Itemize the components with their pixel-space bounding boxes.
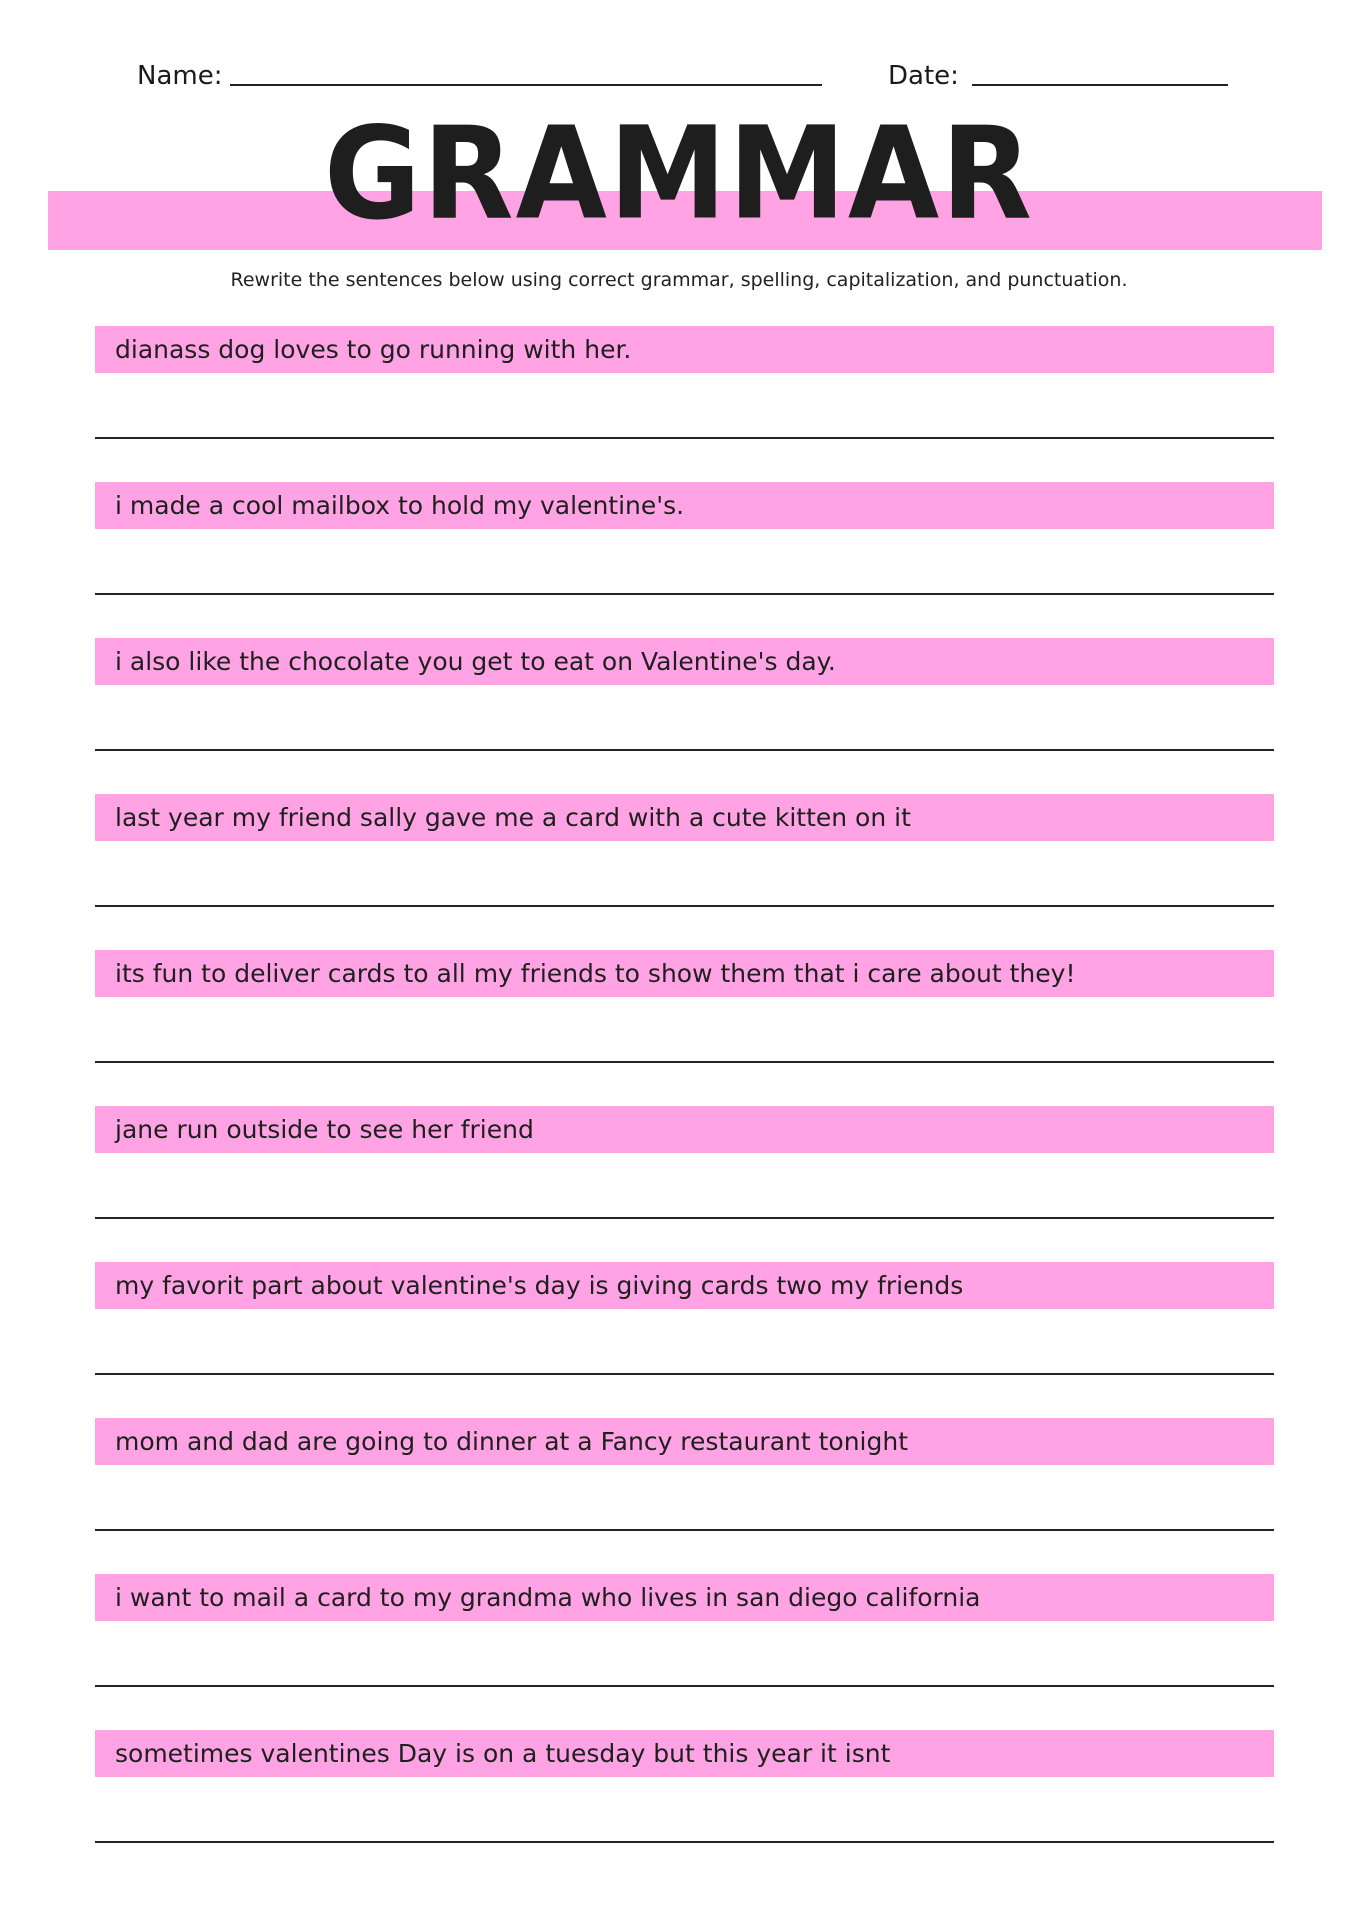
answer-line[interactable]: [95, 593, 1274, 595]
sentence-text: my favorit part about valentine's day is giving cards two my friends: [115, 1271, 964, 1300]
sentence-text: jane run outside to see her friend: [115, 1115, 534, 1144]
answer-line[interactable]: [95, 749, 1274, 751]
page-title: GRAMMAR: [323, 98, 1035, 248]
name-field[interactable]: [230, 84, 822, 86]
answer-line[interactable]: [95, 1217, 1274, 1219]
answer-line[interactable]: [95, 1685, 1274, 1687]
answer-line[interactable]: [95, 1529, 1274, 1531]
sentence-text: sometimes valentines Day is on a tuesday but this year it isnt: [115, 1739, 891, 1768]
answer-line[interactable]: [95, 1841, 1274, 1843]
answer-line[interactable]: [95, 905, 1274, 907]
sentence-text: mom and dad are going to dinner at a Fancy restaurant tonight: [115, 1427, 909, 1456]
instructions: Rewrite the sentences below using correct grammar, spelling, capitalization, and punctuation.: [230, 269, 1128, 291]
answer-line[interactable]: [95, 1061, 1274, 1063]
sentence-text: i also like the chocolate you get to eat on Valentine's day.: [115, 647, 836, 676]
sentence-text: dianass dog loves to go running with her.: [115, 335, 632, 364]
sentence-text: its fun to deliver cards to all my friends to show them that i care about they!: [115, 959, 1076, 988]
name-label: Name:: [137, 61, 223, 91]
sentence-text: last year my friend sally gave me a card with a cute kitten on it: [115, 803, 911, 832]
answer-line[interactable]: [95, 437, 1274, 439]
answer-line[interactable]: [95, 1373, 1274, 1375]
sentence-text: i want to mail a card to my grandma who lives in san diego california: [115, 1583, 981, 1612]
date-field[interactable]: [972, 84, 1228, 86]
sentence-text: i made a cool mailbox to hold my valentine's.: [115, 491, 685, 520]
date-label: Date:: [888, 61, 959, 91]
